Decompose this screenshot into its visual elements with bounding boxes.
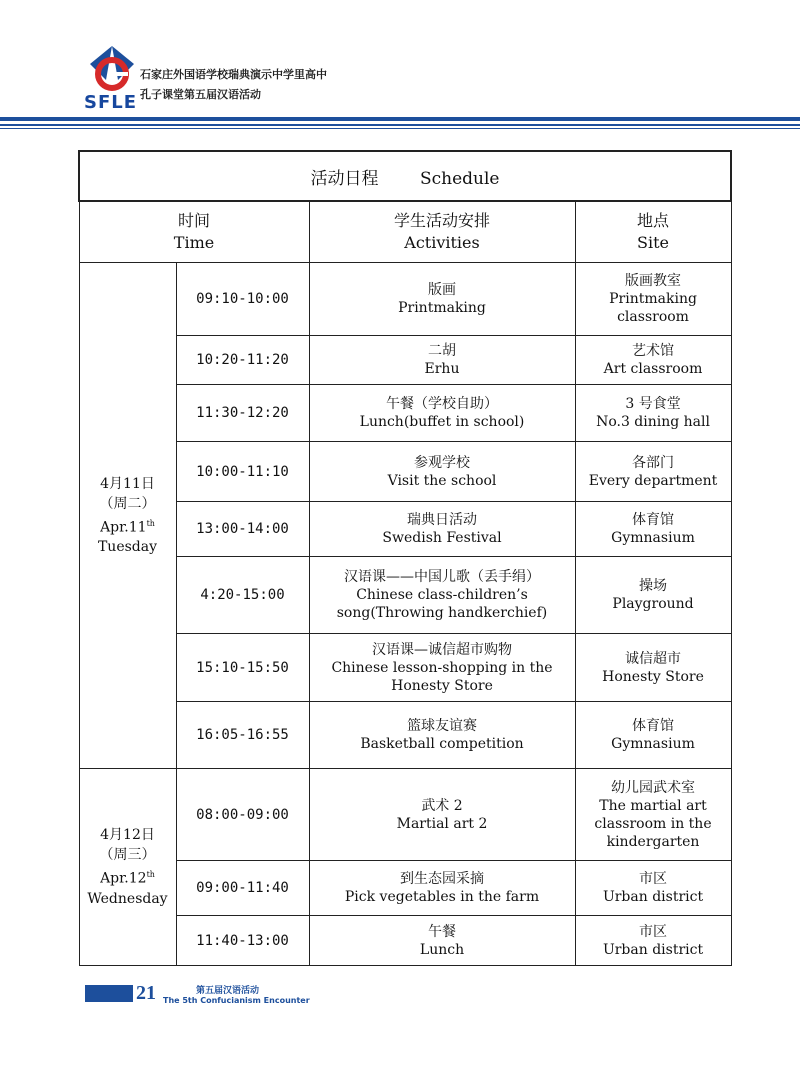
activity-cell: [309, 263, 575, 336]
site-cn: 版画教室: [625, 273, 682, 289]
activity-cn: 午餐（学校自助）: [386, 396, 498, 412]
activity-cell: [309, 385, 575, 442]
activity-cell: [309, 769, 575, 861]
activity-cell: [309, 502, 575, 557]
activity-cn: 汉语课——中国儿歌（丢手绢）: [344, 569, 540, 585]
header-time-cn: 时间: [177, 211, 210, 230]
activity-cn: 到生态园采摘: [400, 871, 484, 887]
header-site: [575, 201, 731, 263]
site-cell: [575, 336, 731, 385]
site-cell: [575, 557, 731, 634]
header-activities-en: Activities: [404, 233, 480, 252]
site-cell: [575, 263, 731, 336]
header-rule-thin: [0, 124, 800, 126]
site-cell: [575, 502, 731, 557]
site-en: Printmaking classroom: [609, 291, 697, 325]
logo-text: SFLE: [84, 92, 138, 113]
site-en: Every department: [588, 472, 718, 489]
activity-en: Printmaking: [398, 300, 486, 316]
site-cell: [575, 702, 731, 769]
header-rule-thick: [0, 117, 800, 121]
time-cell: 16:05-16:55: [176, 702, 309, 769]
activity-cn: 武术 2: [421, 797, 463, 814]
site-cn: 幼儿园武术室: [611, 779, 696, 796]
date-cell-day2: [79, 769, 176, 966]
table-row: [79, 442, 731, 502]
activity-en: Basketball competition: [360, 736, 524, 752]
site-cell: [575, 861, 731, 916]
date-en-text: Apr.11: [100, 519, 147, 536]
table-row: [79, 861, 731, 916]
activity-cn: 版画: [428, 282, 456, 298]
footer-bar: [85, 985, 133, 1002]
date-cell-day1: [79, 263, 176, 769]
date-en: [84, 514, 172, 538]
time-cell: 09:10-10:00: [176, 263, 309, 336]
site-cn: 艺术馆: [632, 343, 675, 359]
site-cell: [575, 769, 731, 861]
activity-cn: 参观学校: [414, 454, 470, 471]
table-row: [79, 336, 731, 385]
activity-cn: 汉语课—诚信超市购物: [372, 641, 512, 658]
time-cell: 13:00-14:00: [176, 502, 309, 557]
site-cn: 3 号食堂: [625, 396, 681, 412]
table-row: [79, 916, 731, 966]
time-cell: 10:20-11:20: [176, 336, 309, 385]
page-header: [0, 0, 800, 130]
time-cell: 11:30-12:20: [176, 385, 309, 442]
date-cn: 4月11日: [100, 475, 155, 492]
site-en: Gymnasium: [611, 736, 695, 752]
time-cell: 08:00-09:00: [176, 769, 309, 861]
activity-en: Chinese class-children’s song(Throwing handkerchief): [336, 587, 548, 621]
activity-cell: [309, 916, 575, 966]
site-cell: [575, 916, 731, 966]
event-name: 孔子课堂第五届汉语活动: [140, 88, 261, 101]
time-cell: 10:00-11:10: [176, 442, 309, 502]
weekday-cn: （周三）: [99, 847, 156, 864]
date-sup: th: [146, 518, 155, 528]
activity-cell: [309, 442, 575, 502]
header-site-en: Site: [637, 233, 670, 252]
table-row: [79, 502, 731, 557]
activity-cn: 二胡: [428, 343, 456, 359]
table-row: [79, 634, 731, 702]
activity-en: Lunch: [419, 941, 465, 958]
time-cell: 15:10-15:50: [176, 634, 309, 702]
date-sup: th: [146, 870, 155, 880]
header-rule-thin: [0, 128, 800, 129]
date-en-text: Apr.12: [100, 870, 147, 887]
activity-en: Swedish Festival: [382, 530, 502, 546]
time-cell: 09:00-11:40: [176, 861, 309, 916]
site-cell: [575, 385, 731, 442]
site-cn: 市区: [639, 923, 668, 940]
date-cn: 4月12日: [100, 827, 155, 844]
site-en: Urban district: [602, 889, 704, 905]
activity-cell: [309, 861, 575, 916]
site-cell: [575, 634, 731, 702]
site-en: Art classroom: [603, 361, 703, 377]
site-cell: [575, 442, 731, 502]
site-en: Urban district: [602, 941, 704, 958]
table-title: [79, 151, 731, 201]
header-row: [79, 201, 731, 263]
title-cn: 活动日程: [310, 168, 379, 189]
header-activities-cn: 学生活动安排: [393, 211, 490, 230]
site-en: Gymnasium: [611, 530, 695, 546]
header-time: [79, 201, 309, 263]
schedule-table: [78, 150, 732, 966]
header-activities: [309, 201, 575, 263]
activity-cell: [309, 702, 575, 769]
site-cn: 诚信超市: [625, 650, 682, 667]
weekday-en: Tuesday: [97, 539, 158, 556]
date-en: [84, 865, 172, 889]
table-row: [79, 769, 731, 861]
site-cn: 体育馆: [632, 512, 675, 528]
table-row: [79, 557, 731, 634]
site-cn: 市区: [639, 871, 668, 887]
title-en: Schedule: [419, 168, 500, 189]
table-row: [79, 702, 731, 769]
activity-en: Erhu: [424, 361, 460, 377]
site-en: Playground: [612, 596, 694, 612]
site-en: Honesty Store: [602, 668, 704, 685]
footer-caption-cn: 第五届汉语活动: [196, 986, 260, 996]
table-row: [79, 263, 731, 336]
time-cell: 4:20-15:00: [176, 557, 309, 634]
activity-cn: 篮球友谊赛: [407, 718, 477, 734]
activity-en: Chinese lesson-shopping in the Honesty Store: [331, 659, 553, 694]
table-row: [79, 385, 731, 442]
time-cell: 11:40-13:00: [176, 916, 309, 966]
school-name: 石家庄外国语学校瑞典演示中学里高中: [140, 68, 327, 81]
activity-en: Pick vegetables in the farm: [344, 889, 540, 905]
site-cn: 体育馆: [632, 718, 675, 734]
activity-en: Visit the school: [387, 472, 497, 489]
weekday-cn: （周二）: [99, 495, 156, 512]
header-site-cn: 地点: [637, 211, 670, 230]
activity-cell: [309, 336, 575, 385]
site-cn: 各部门: [632, 454, 675, 471]
activity-en: Martial art 2: [396, 815, 488, 832]
site-cn: 操场: [639, 578, 668, 594]
footer-caption-en: The 5th Confucianism Encounter: [163, 996, 310, 1005]
site-en: The martial art classroom in the kindergarten: [594, 797, 712, 850]
page-number: 21: [136, 982, 156, 1004]
activity-cell: [309, 634, 575, 702]
activity-cell: [309, 557, 575, 634]
activity-cn: 瑞典日活动: [407, 512, 477, 528]
activity-en: Lunch(buffet in school): [359, 414, 525, 430]
weekday-en: Wednesday: [87, 890, 168, 907]
site-en: No.3 dining hall: [596, 414, 710, 430]
activity-cn: 午餐: [428, 923, 456, 940]
header-time-en: Time: [173, 233, 215, 252]
